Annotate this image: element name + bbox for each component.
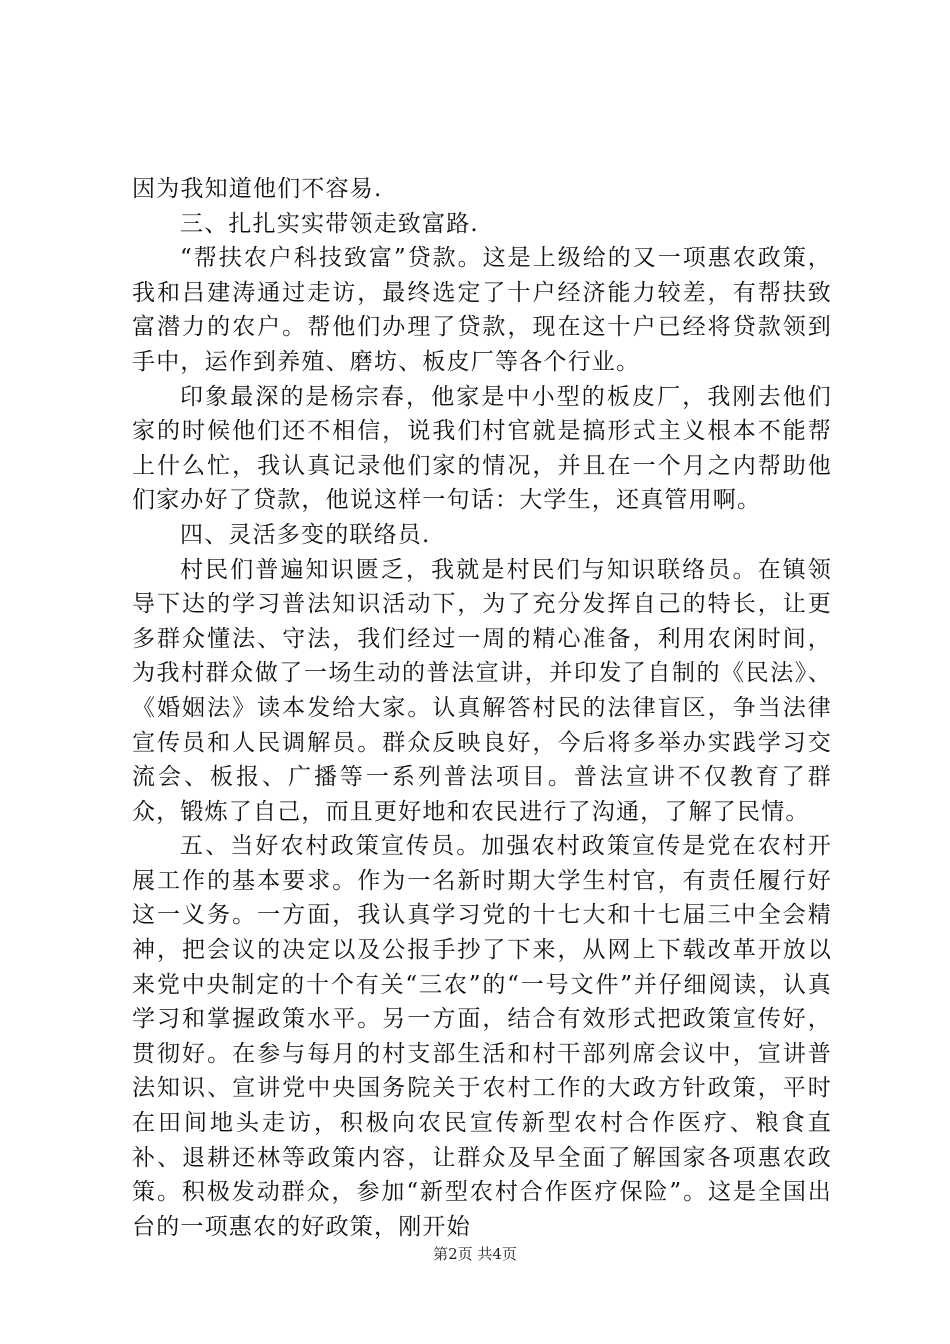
paragraph-impression: 印象最深的是杨宗春，他家是中小型的板皮厂，我刚去他们家的时候他们还不相信，说我们村官就是搞形式主义根本不能帮上什么忙，我认真记录他们家的情况，并且在一个月之内帮助他们家办好了贷款，他说这样一句话：大学生，还真管用啊。 [132, 383, 832, 514]
document-body [132, 172, 832, 1244]
paragraph-1: 因为我知道他们不容易. [132, 176, 383, 202]
paragraph-loan: “帮扶农户科技致富”贷款。这是上级给的又一项惠农政策，我和吕建涛通过走访，最终选定了十户经济能力较差，有帮扶致富潜力的农户。帮他们办理了贷款，现在这十户已经将贷款领到手中，运作到养殖、磨坊、板皮厂等各个行业。 [132, 245, 832, 375]
paragraph-legal-education: 村民们普遍知识匮乏，我就是村民们与知识联络员。在镇领导下达的学习普法知识活动下，为了充分发挥自己的特长，让更多群众懂法、守法，我们经过一周的精心准备，利用农闲时间，为我村群众做了一场生动的普法宣讲，并印发了自制的《民法》、《婚姻法》读本发给大家。认真解答村民的法律盲区，争当法律宣传员和人民调解员。群众反映良好，今后将多举办实践学习交流会、板报、广播等一系列普法项目。普法宣讲不仅教育了群众，锻炼了自己，而且更好地和农民进行了沟通，了解了民情。 [132, 556, 832, 825]
section-heading-4: 四、灵活多变的联络员. [180, 521, 431, 548]
paragraph-policy-promotion: 五、当好农村政策宣传员。加强农村政策宣传是党在农村开展工作的基本要求。作为一名新时期大学生村官，有责任履行好这一义务。一方面，我认真学习党的十七大和十七届三中全会精神，把会议的决定以及公报手抄了下来，从网上下载改革开放以来党中央制定的十个有关“三农”的“一号文件”并仔细阅读，认真学习和掌握政策水平。另一方面，结合有效形式把政策宣传好，贯彻好。在参与每月的村支部生活和村干部列席会议中，宣讲普法知识、宣讲党中央国务院关于农村工作的大政方针政策，平时在田间地头走访，积极向农民宣传新型农村合作医疗、粮食直补、退耕还林等政策内容，让群众及早全面了解国家各项惠农政策。积极发动群众，参加“新型农村合作医疗保险”。这是全国出台的一项惠农的好政策，刚开始 [132, 833, 832, 1240]
page-footer [0, 1244, 950, 1264]
page-number-label: 第2页 共4页 [433, 1245, 517, 1263]
section-heading-3: 三、扎扎实实带领走致富路. [180, 210, 479, 237]
